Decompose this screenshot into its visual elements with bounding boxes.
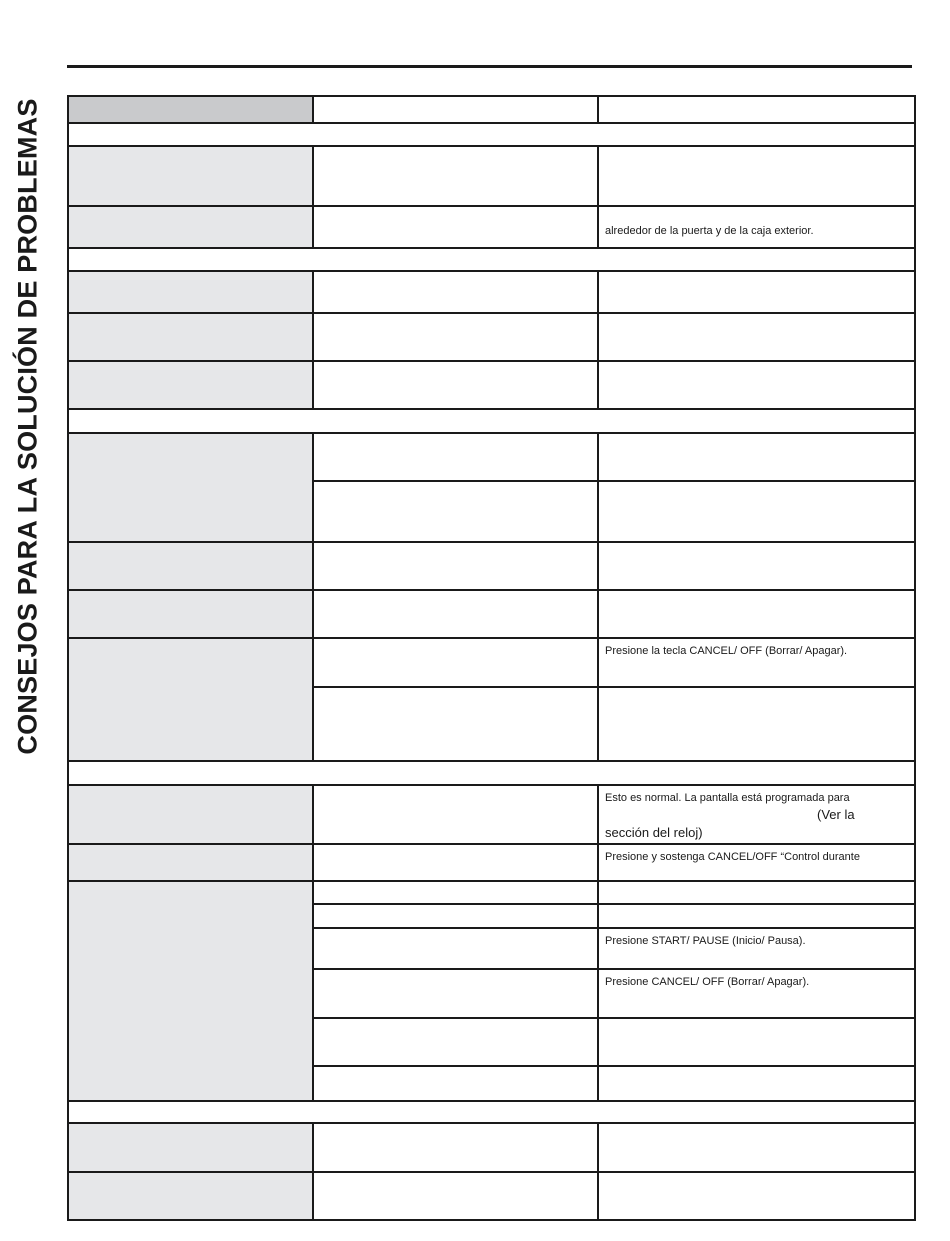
section-cell [68, 123, 915, 146]
solution-cell [598, 481, 915, 542]
solution-cell [598, 638, 915, 687]
solution-text-line: sección del reloj) [605, 825, 703, 840]
cause-cell [313, 206, 598, 248]
solution-cell [598, 542, 915, 590]
side-title [10, 38, 46, 814]
solution-text: Presione y sostenga CANCEL/OFF “Control durante [605, 851, 860, 863]
table-row [68, 1172, 915, 1220]
solution-text-line: Esto es normal. La pantalla está programada para [605, 792, 850, 804]
cause-cell [313, 361, 598, 409]
section-row [68, 248, 915, 271]
table-row [68, 785, 915, 844]
table-row [68, 542, 915, 590]
solution-cell [598, 785, 915, 844]
solution-cell [598, 1066, 915, 1101]
header-cell-problem [68, 96, 313, 123]
cause-cell [313, 687, 598, 761]
solution-text [599, 786, 914, 842]
problem-cell [68, 881, 313, 1101]
solution-cell [598, 881, 915, 904]
problem-cell [68, 271, 313, 313]
solution-cell [598, 969, 915, 1018]
cause-cell [313, 590, 598, 638]
solution-cell [598, 146, 915, 206]
table-row [68, 590, 915, 638]
problem-cell [68, 1172, 313, 1220]
troubleshooting-table [67, 95, 916, 1221]
table-row [68, 313, 915, 361]
section-row [68, 123, 915, 146]
problem-cell [68, 313, 313, 361]
problem-cell [68, 590, 313, 638]
section-cell [68, 761, 915, 785]
table-row [68, 638, 915, 687]
problem-cell [68, 206, 313, 248]
top-rule [67, 65, 912, 68]
problem-cell [68, 146, 313, 206]
solution-cell [598, 928, 915, 969]
table-row [68, 881, 915, 904]
cause-cell [313, 844, 598, 881]
cause-cell [313, 481, 598, 542]
solution-cell [598, 1123, 915, 1172]
table-row [68, 1123, 915, 1172]
table-row [68, 361, 915, 409]
cause-cell [313, 1172, 598, 1220]
solution-text-line: (Ver la [817, 807, 855, 822]
table-row [68, 271, 915, 313]
cause-cell [313, 271, 598, 313]
section-row [68, 409, 915, 433]
cause-cell [313, 313, 598, 361]
solution-cell [598, 361, 915, 409]
cause-cell [313, 881, 598, 904]
section-row [68, 1101, 915, 1123]
solution-cell [598, 271, 915, 313]
cause-cell [313, 638, 598, 687]
cause-cell [313, 146, 598, 206]
header-cell-solution [598, 96, 915, 123]
section-cell [68, 248, 915, 271]
problem-cell [68, 785, 313, 844]
table-row [68, 146, 915, 206]
section-cell [68, 409, 915, 433]
problem-cell [68, 542, 313, 590]
section-cell [68, 1101, 915, 1123]
solution-cell [598, 1018, 915, 1066]
solution-cell [598, 206, 915, 248]
cause-cell [313, 928, 598, 969]
problem-cell [68, 844, 313, 881]
solution-cell [598, 904, 915, 928]
problem-cell [68, 433, 313, 542]
solution-cell [598, 313, 915, 361]
side-title-text: CONSEJOS PARA LA SOLUCIÓN DE PROBLEMAS [12, 97, 43, 755]
solution-text: Presione la tecla CANCEL/ OFF (Borrar/ Apagar). [605, 645, 848, 657]
table-header-row [68, 96, 915, 123]
solution-cell [598, 433, 915, 481]
cause-cell [313, 1123, 598, 1172]
cause-cell [313, 542, 598, 590]
problem-cell [68, 1123, 313, 1172]
problem-cell [68, 361, 313, 409]
problem-cell [68, 638, 313, 761]
cause-cell [313, 969, 598, 1018]
solution-cell [598, 844, 915, 881]
cause-cell [313, 785, 598, 844]
header-cell-cause [313, 96, 598, 123]
table-row [68, 433, 915, 481]
cause-cell [313, 904, 598, 928]
solution-text: Presione CANCEL/ OFF (Borrar/ Apagar). [605, 976, 810, 988]
solution-text: Presione START/ PAUSE (Inicio/ Pausa). [605, 935, 806, 947]
solution-cell [598, 1172, 915, 1220]
solution-text: alrededor de la puerta y de la caja exterior. [605, 225, 814, 237]
table-row [68, 206, 915, 248]
table-row [68, 844, 915, 881]
cause-cell [313, 433, 598, 481]
cause-cell [313, 1066, 598, 1101]
cause-cell [313, 1018, 598, 1066]
solution-cell [598, 687, 915, 761]
section-row [68, 761, 915, 785]
solution-cell [598, 590, 915, 638]
